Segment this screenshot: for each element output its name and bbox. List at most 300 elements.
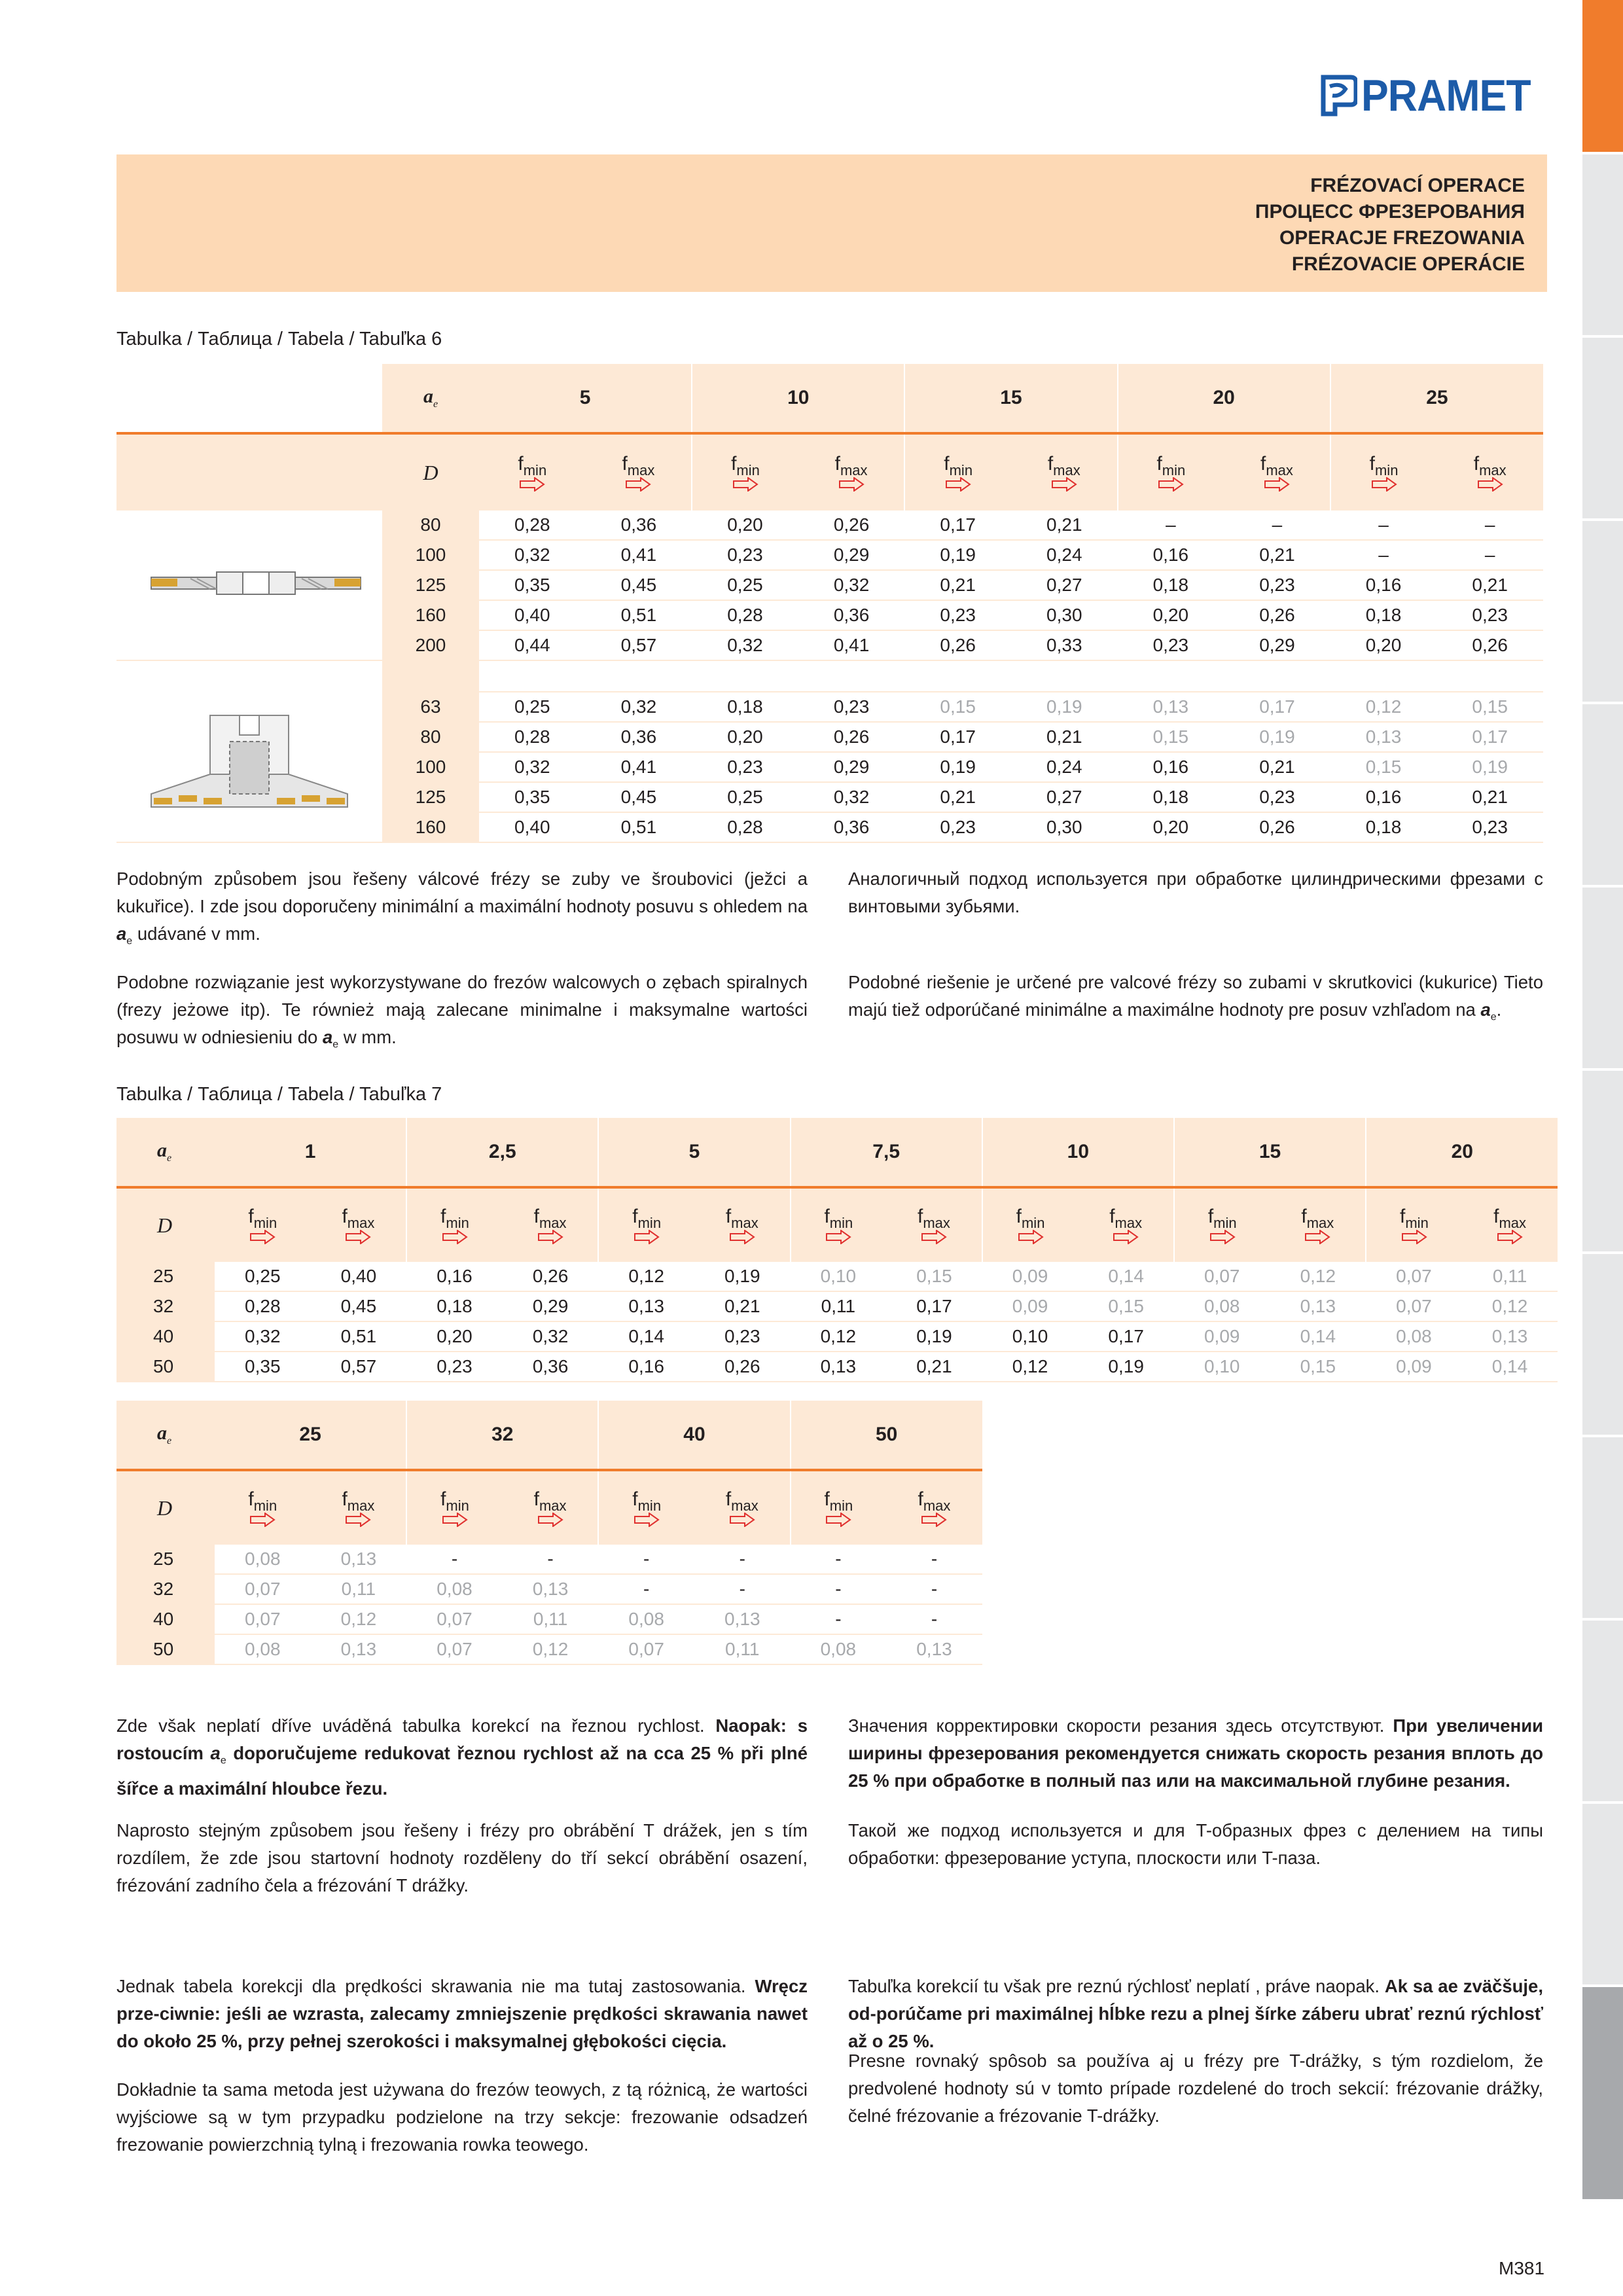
fmin-label: $f_{min}$ [440, 1488, 469, 1514]
fmin-label: $f_{min}$ [1207, 1206, 1237, 1231]
feed-value: - [886, 1604, 982, 1634]
section-tab-5[interactable] [1582, 888, 1623, 1068]
feed-value: 0,12 [791, 1321, 887, 1352]
table-row [116, 692, 1543, 722]
table-row [116, 1604, 982, 1634]
feed-arrow-icon [729, 1230, 755, 1244]
ae-value-0: 1 [215, 1118, 406, 1187]
feed-arrow-icon [519, 477, 545, 492]
table-row [116, 1545, 982, 1574]
feed-arrow-icon [1158, 477, 1184, 492]
fmax-header [1078, 1187, 1174, 1262]
feed-value: 0,32 [479, 752, 586, 782]
feed-value: 0,57 [586, 630, 692, 660]
section-tab-3[interactable] [1582, 521, 1623, 702]
feed-value: 0,16 [1330, 570, 1437, 600]
feed-value: 0,11 [694, 1634, 791, 1664]
feed-arrow-icon [921, 1513, 947, 1527]
section-tab-10[interactable] [1582, 1804, 1623, 1984]
fmax-header [694, 1187, 791, 1262]
feed-value: 0,29 [503, 1291, 599, 1321]
feed-value: - [791, 1545, 887, 1574]
feed-value: 0,36 [586, 511, 692, 540]
para-pl-3: Dokładnie ta sama metoda jest używana do frezów teowych, z tą różnicą, że wartości wyjściowe są w tym przypadku podzielone na trzy sekcje: frezowanie odsadzeń frezowanie powierzchnią tylną i frezowania rowka teowego. [116, 2079, 808, 2155]
feed-value: 0,27 [1011, 782, 1118, 812]
fmin-header [215, 1470, 311, 1545]
section-tab-7[interactable] [1582, 1254, 1623, 1435]
feed-value: 0,23 [1436, 812, 1543, 842]
feed-value: 0,09 [982, 1291, 1079, 1321]
feed-value: 0,17 [1224, 692, 1330, 722]
feed-value: 0,25 [215, 1262, 311, 1291]
feed-value: 0,19 [1011, 692, 1118, 722]
feed-value: 0,33 [1011, 630, 1118, 660]
feed-value: 0,27 [1011, 570, 1118, 600]
feed-value: – [1436, 540, 1543, 570]
ae-value-2: 5 [598, 1118, 790, 1187]
pramet-logo [1321, 71, 1550, 120]
table-row [116, 1291, 1558, 1321]
fmin-label: $f_{min}$ [944, 453, 973, 478]
feed-arrow-icon [625, 477, 651, 492]
d-value: 160 [382, 812, 479, 842]
fmax-header [798, 433, 905, 511]
feed-value: - [694, 1545, 791, 1574]
feed-arrow-icon [345, 1513, 371, 1527]
feed-arrow-icon [442, 1230, 468, 1244]
fmin-label: $f_{min}$ [632, 1206, 662, 1231]
d-header: D [116, 1187, 215, 1262]
fmax-header [1436, 433, 1543, 511]
feed-value: 0,15 [1436, 692, 1543, 722]
d-value: 100 [382, 752, 479, 782]
d-value: 100 [382, 540, 479, 570]
feed-value: 0,15 [1118, 722, 1224, 752]
feed-value: 0,21 [1224, 540, 1330, 570]
table-row [116, 1634, 982, 1664]
feed-value: 0,21 [1436, 570, 1543, 600]
ae-value-3: 50 [791, 1401, 982, 1470]
feed-value: 0,51 [311, 1321, 407, 1352]
feed-value: 0,17 [1436, 722, 1543, 752]
feed-arrow-icon [825, 1230, 851, 1244]
feed-value: 0,23 [904, 600, 1011, 630]
fmin-header [904, 433, 1011, 511]
brand-name: PRAMET [1361, 71, 1531, 120]
fmax-label: $f_{max}$ [918, 1206, 950, 1231]
fmax-header [311, 1187, 407, 1262]
feed-value: 0,40 [479, 600, 586, 630]
feed-value: 0,07 [406, 1634, 503, 1664]
feed-value: 0,07 [598, 1634, 694, 1664]
feed-arrow-icon [1113, 1230, 1139, 1244]
feed-value: - [694, 1574, 791, 1604]
feed-value: - [406, 1545, 503, 1574]
feed-arrow-icon [1264, 477, 1290, 492]
table6-caption: Tabulka / Таблица / Tabela / Tabuľka 6 [116, 329, 442, 350]
feed-value: 0,20 [692, 722, 798, 752]
section-tab-6[interactable] [1582, 1071, 1623, 1251]
ae-value-3: 20 [1118, 364, 1330, 433]
feed-value: 0,28 [479, 722, 586, 752]
fmin-label: $f_{min}$ [1369, 453, 1399, 478]
feed-arrow-icon [1209, 1230, 1236, 1244]
feed-value: 0,35 [479, 782, 586, 812]
feed-value: 0,12 [503, 1634, 599, 1664]
feed-value: 0,32 [479, 540, 586, 570]
feed-value: 0,25 [479, 692, 586, 722]
feed-value: 0,15 [1270, 1352, 1366, 1382]
header-line-pl: OPERACJE FREZOWANIA [1279, 227, 1525, 249]
feed-value: 0,10 [791, 1262, 887, 1291]
feed-value: 0,12 [1330, 692, 1437, 722]
fmin-label: $f_{min}$ [1156, 453, 1186, 478]
feed-arrow-icon [345, 1230, 371, 1244]
ae-value-3: 7,5 [791, 1118, 982, 1187]
fmin-label: $f_{min}$ [248, 1488, 277, 1514]
fmin-label: $f_{min}$ [824, 1206, 853, 1231]
feed-value: 0,11 [311, 1574, 407, 1604]
feed-value: 0,13 [1462, 1321, 1558, 1352]
fmax-header [1462, 1187, 1558, 1262]
feed-value: 0,08 [791, 1634, 887, 1664]
d-value: 160 [382, 600, 479, 630]
feed-value: 0,51 [586, 812, 692, 842]
feed-value: 0,24 [1011, 540, 1118, 570]
feed-value: 0,32 [215, 1321, 311, 1352]
fmin-header [215, 1187, 311, 1262]
section-tab-8[interactable] [1582, 1437, 1623, 1618]
feed-value: 0,26 [1436, 630, 1543, 660]
ae-header: $a_e$ [116, 1118, 215, 1187]
feed-value: 0,23 [1436, 600, 1543, 630]
fmin-header [1174, 1187, 1270, 1262]
feed-value: 0,19 [904, 540, 1011, 570]
feed-value: 0,13 [311, 1634, 407, 1664]
d-value: 200 [382, 630, 479, 660]
fmin-header [1330, 433, 1437, 511]
ae-value-4: 25 [1330, 364, 1543, 433]
helical-cutter-icon [116, 692, 382, 842]
feed-value: 0,18 [1330, 812, 1437, 842]
fmax-header [503, 1187, 599, 1262]
feed-value: 0,15 [1330, 752, 1437, 782]
feed-value: 0,09 [982, 1262, 1079, 1291]
header-band [116, 154, 1547, 292]
feed-value: 0,26 [1224, 812, 1330, 842]
feed-value: 0,07 [1174, 1262, 1270, 1291]
feed-value: 0,45 [586, 782, 692, 812]
d-value: 63 [382, 692, 479, 722]
table7-caption: Tabulka / Таблица / Tabela / Tabuľka 7 [116, 1084, 442, 1105]
feed-value: 0,28 [215, 1291, 311, 1321]
feed-value: 0,26 [904, 630, 1011, 660]
feed-value: 0,32 [692, 630, 798, 660]
d-value: 32 [116, 1574, 215, 1604]
section-tab-0[interactable] [1582, 0, 1623, 152]
d-value: 40 [116, 1321, 215, 1352]
feed-value: – [1330, 511, 1437, 540]
d-value: 80 [382, 511, 479, 540]
fmax-header [1011, 433, 1118, 511]
table7-part-b [116, 1401, 982, 1665]
feed-value: 0,26 [503, 1262, 599, 1291]
fmin-label: $f_{min}$ [518, 453, 547, 478]
feed-value: 0,11 [791, 1291, 887, 1321]
feed-value: 0,07 [1366, 1291, 1462, 1321]
feed-value: 0,23 [1224, 782, 1330, 812]
table-row [116, 1321, 1558, 1352]
feed-value: 0,41 [586, 752, 692, 782]
feed-arrow-icon [249, 1513, 276, 1527]
feed-value: 0,10 [1174, 1352, 1270, 1382]
ae-value-2: 40 [598, 1401, 790, 1470]
feed-arrow-icon [633, 1230, 660, 1244]
fmin-header [982, 1187, 1079, 1262]
feed-value: 0,12 [982, 1352, 1079, 1382]
feed-value: 0,45 [311, 1291, 407, 1321]
feed-value: - [886, 1574, 982, 1604]
feed-value: 0,18 [692, 692, 798, 722]
feed-value: - [791, 1604, 887, 1634]
feed-value: - [598, 1574, 694, 1604]
para-cz-1: Podobným způsobem jsou řešeny válcové frézy se zuby ve šroubovici (ježci a kukuřice). I zde jsou doporučeny minimální a maximální hodnoty posuvu s ohledem na $a_e$ udávané v mm. [116, 869, 808, 947]
d-value: 32 [116, 1291, 215, 1321]
feed-value: 0,12 [1462, 1291, 1558, 1321]
feed-value: 0,32 [798, 782, 905, 812]
feed-arrow-icon [729, 1513, 755, 1527]
feed-value: 0,23 [406, 1352, 503, 1382]
feed-value: 0,36 [586, 722, 692, 752]
feed-value: 0,21 [1224, 752, 1330, 782]
fmax-header [1270, 1187, 1366, 1262]
feed-value: – [1330, 540, 1437, 570]
fmax-header [503, 1470, 599, 1545]
feed-value: 0,16 [1118, 752, 1224, 782]
para-pl-1: Podobne rozwiązanie jest wykorzystywane do frezów walcowych o zębach spiralnych (frezy jeżowe itp). Te również mają zalecane minimalne i maksymalne wartości posuwu w odniesieniu do $a_e$ w mm. [116, 972, 808, 1050]
table-row [116, 1574, 982, 1604]
feed-value: 0,13 [311, 1545, 407, 1574]
feed-value: 0,13 [503, 1574, 599, 1604]
feed-value: 0,21 [904, 782, 1011, 812]
feed-value: 0,29 [1224, 630, 1330, 660]
feed-value: 0,25 [692, 570, 798, 600]
feed-value: 0,20 [1118, 600, 1224, 630]
feed-arrow-icon [633, 1513, 660, 1527]
feed-value: – [1436, 511, 1543, 540]
disc-cutter-icon [116, 511, 382, 660]
feed-value: 0,20 [1330, 630, 1437, 660]
feed-value: 0,29 [798, 540, 905, 570]
feed-value: 0,14 [1462, 1352, 1558, 1382]
feed-value: 0,11 [1462, 1262, 1558, 1291]
fmax-label: $f_{max}$ [1493, 1206, 1526, 1231]
feed-value: 0,11 [503, 1604, 599, 1634]
fmin-label: $f_{min}$ [632, 1488, 662, 1514]
feed-value: 0,13 [1270, 1291, 1366, 1321]
feed-value: 0,16 [1118, 540, 1224, 570]
feed-value: 0,16 [1330, 782, 1437, 812]
feed-arrow-icon [1018, 1230, 1044, 1244]
feed-value: 0,30 [1011, 600, 1118, 630]
feed-value: 0,08 [406, 1574, 503, 1604]
feed-value: 0,23 [1118, 630, 1224, 660]
feed-value: 0,40 [311, 1262, 407, 1291]
feed-value: 0,15 [1078, 1291, 1174, 1321]
feed-value: 0,30 [1011, 812, 1118, 842]
fmin-header [1118, 433, 1224, 511]
feed-value: 0,45 [586, 570, 692, 600]
feed-value: 0,16 [406, 1262, 503, 1291]
feed-arrow-icon [1477, 477, 1503, 492]
feed-value: 0,15 [886, 1262, 982, 1291]
fmin-label: $f_{min}$ [1016, 1206, 1045, 1231]
feed-arrow-icon [825, 1513, 851, 1527]
fmax-label: $f_{max}$ [1301, 1206, 1334, 1231]
fmin-header [479, 433, 586, 511]
fmin-label: $f_{min}$ [440, 1206, 469, 1231]
feed-arrow-icon [537, 1513, 563, 1527]
d-value: 125 [382, 570, 479, 600]
ae-value-0: 5 [479, 364, 692, 433]
feed-arrow-icon [537, 1230, 563, 1244]
feed-value: 0,20 [692, 511, 798, 540]
para-cz-3: Naprosto stejným způsobem jsou řešeny i frézy pro obrábění T drážek, jen s tím rozdílem, že zde jsou startovní hodnoty rozděleny do tří sekcí obrábění osazení, frézování zadního čela a frézování T drážky. [116, 1820, 808, 1895]
d-value: 50 [116, 1634, 215, 1664]
feed-value: 0,23 [904, 812, 1011, 842]
feed-arrow-icon [945, 477, 971, 492]
fmax-header [311, 1470, 407, 1545]
section-tab-9[interactable] [1582, 1621, 1623, 1801]
table-row [116, 1262, 1558, 1291]
feed-value: 0,13 [886, 1634, 982, 1664]
feed-arrow-icon [249, 1230, 276, 1244]
fmin-label: $f_{min}$ [1400, 1206, 1429, 1231]
feed-value: 0,12 [311, 1604, 407, 1634]
fmax-label: $f_{max}$ [1047, 453, 1080, 478]
section-tab-2[interactable] [1582, 338, 1623, 518]
feed-value: 0,21 [694, 1291, 791, 1321]
feed-value: 0,13 [598, 1291, 694, 1321]
fmin-label: $f_{min}$ [824, 1488, 853, 1514]
para-pl-2: Jednak tabela korekcji dla prędkości skrawania nie ma tutaj zastosowania. Wręcz prze-ciwnie: jeśli ae wzrasta, zalecamy zmniejszenie prędkości skrawania nawet do około 25 %, przy pełnej szerokości i maksymalnej głębokości cięcia. [116, 1976, 808, 2051]
fmin-header [791, 1470, 887, 1545]
feed-value: 0,21 [1436, 782, 1543, 812]
fmax-label: $f_{max}$ [725, 1488, 758, 1514]
feed-value: 0,36 [503, 1352, 599, 1382]
feed-value: 0,24 [1011, 752, 1118, 782]
feed-value: 0,26 [798, 511, 905, 540]
feed-value: - [791, 1574, 887, 1604]
fmin-header [406, 1187, 503, 1262]
feed-value: 0,32 [798, 570, 905, 600]
feed-value: - [503, 1545, 599, 1574]
feed-value: 0,21 [1011, 722, 1118, 752]
feed-arrow-icon [442, 1513, 468, 1527]
feed-arrow-icon [1401, 1230, 1427, 1244]
table-row [116, 1352, 1558, 1382]
feed-value: 0,13 [791, 1352, 887, 1382]
ae-value-0: 25 [215, 1401, 406, 1470]
d-value: 80 [382, 722, 479, 752]
fmax-header [886, 1187, 982, 1262]
header-line-cz: FRÉZOVACÍ OPERACE [1310, 175, 1525, 196]
feed-value: 0,17 [904, 511, 1011, 540]
header-line-ru: ПРОЦЕСС ФРЕЗЕРОВАНИЯ [1255, 201, 1525, 223]
feed-value: 0,28 [692, 812, 798, 842]
feed-value: 0,07 [406, 1604, 503, 1634]
d-header: D [382, 433, 479, 511]
ae-value-5: 15 [1174, 1118, 1366, 1187]
fmin-header [692, 433, 798, 511]
feed-value: 0,07 [215, 1604, 311, 1634]
fmax-label: $f_{max}$ [1473, 453, 1507, 478]
feed-value: 0,57 [311, 1352, 407, 1382]
para-sk-3: Presne rovnaký spôsob sa používa aj u frézy pre T-drážky, s tým rozdielom, že predvolené hodnoty sú v tomto prípade rozdelené do troch sekcií: frézovanie drážky, čelné frézovanie a frézovanie T-drážky. [848, 2051, 1543, 2126]
feed-arrow-icon [838, 477, 865, 492]
fmax-label: $f_{max}$ [342, 1488, 375, 1514]
section-tab-strip [1582, 0, 1623, 2199]
feed-value: 0,14 [598, 1321, 694, 1352]
para-sk-1: Podobné riešenie je určené pre valcové frézy so zubami v skrutkovici (kukurice) Tieto majú tiež odporúčané minimálne a maximálne hodnoty pre posuv vzhľadom na $a_e$. [848, 972, 1543, 1023]
fmax-label: $f_{max}$ [342, 1206, 375, 1231]
para-ru-3: Такой же подход используется и для T-образных фрез с делением на типы обработки: фрезерование уступа, плоскости или T-паза. [848, 1820, 1543, 1868]
feed-value: 0,17 [904, 722, 1011, 752]
d-value: 40 [116, 1604, 215, 1634]
fmin-header [598, 1187, 694, 1262]
feed-value: 0,23 [692, 540, 798, 570]
feed-value: - [598, 1545, 694, 1574]
fmax-header [1224, 433, 1330, 511]
feed-arrow-icon [732, 477, 758, 492]
fmax-label: $f_{max}$ [918, 1488, 951, 1514]
feed-arrow-icon [921, 1230, 947, 1244]
feed-value: 0,32 [586, 692, 692, 722]
feed-value: 0,25 [692, 782, 798, 812]
feed-value: 0,13 [1118, 692, 1224, 722]
section-tab-4[interactable] [1582, 704, 1623, 885]
feed-value: 0,26 [798, 722, 905, 752]
feed-value: 0,21 [904, 570, 1011, 600]
ae-value-2: 15 [904, 364, 1117, 433]
d-value: 25 [116, 1545, 215, 1574]
d-value: 125 [382, 782, 479, 812]
para-ru-1: Аналогичный подход используется при обработке цилиндрическими фрезами с винтовыми зубьями. [848, 869, 1543, 916]
feed-value: 0,19 [694, 1262, 791, 1291]
pramet-mark-icon [1321, 73, 1357, 118]
feed-value: 0,08 [1366, 1321, 1462, 1352]
feed-value: 0,23 [1224, 570, 1330, 600]
feed-value: 0,26 [694, 1352, 791, 1382]
feed-value: – [1224, 511, 1330, 540]
feed-value: 0,35 [215, 1352, 311, 1382]
fmin-header [1366, 1187, 1462, 1262]
section-tab-1[interactable] [1582, 154, 1623, 335]
fmax-label: $f_{max}$ [1109, 1206, 1143, 1231]
ae-value-1: 10 [692, 364, 904, 433]
header-line-sk: FRÉZOVACIE OPERÁCIE [1291, 253, 1525, 275]
feed-value: 0,40 [479, 812, 586, 842]
d-header: D [116, 1470, 215, 1545]
fmax-label: $f_{max}$ [834, 453, 868, 478]
ae-value-4: 10 [982, 1118, 1174, 1187]
feed-value: 0,08 [215, 1634, 311, 1664]
page-number: M381 [1499, 2258, 1545, 2278]
ae-header: $a_e$ [382, 364, 479, 433]
section-tab-11[interactable] [1582, 1987, 1623, 2199]
feed-value: 0,08 [1174, 1291, 1270, 1321]
feed-value: - [886, 1545, 982, 1574]
